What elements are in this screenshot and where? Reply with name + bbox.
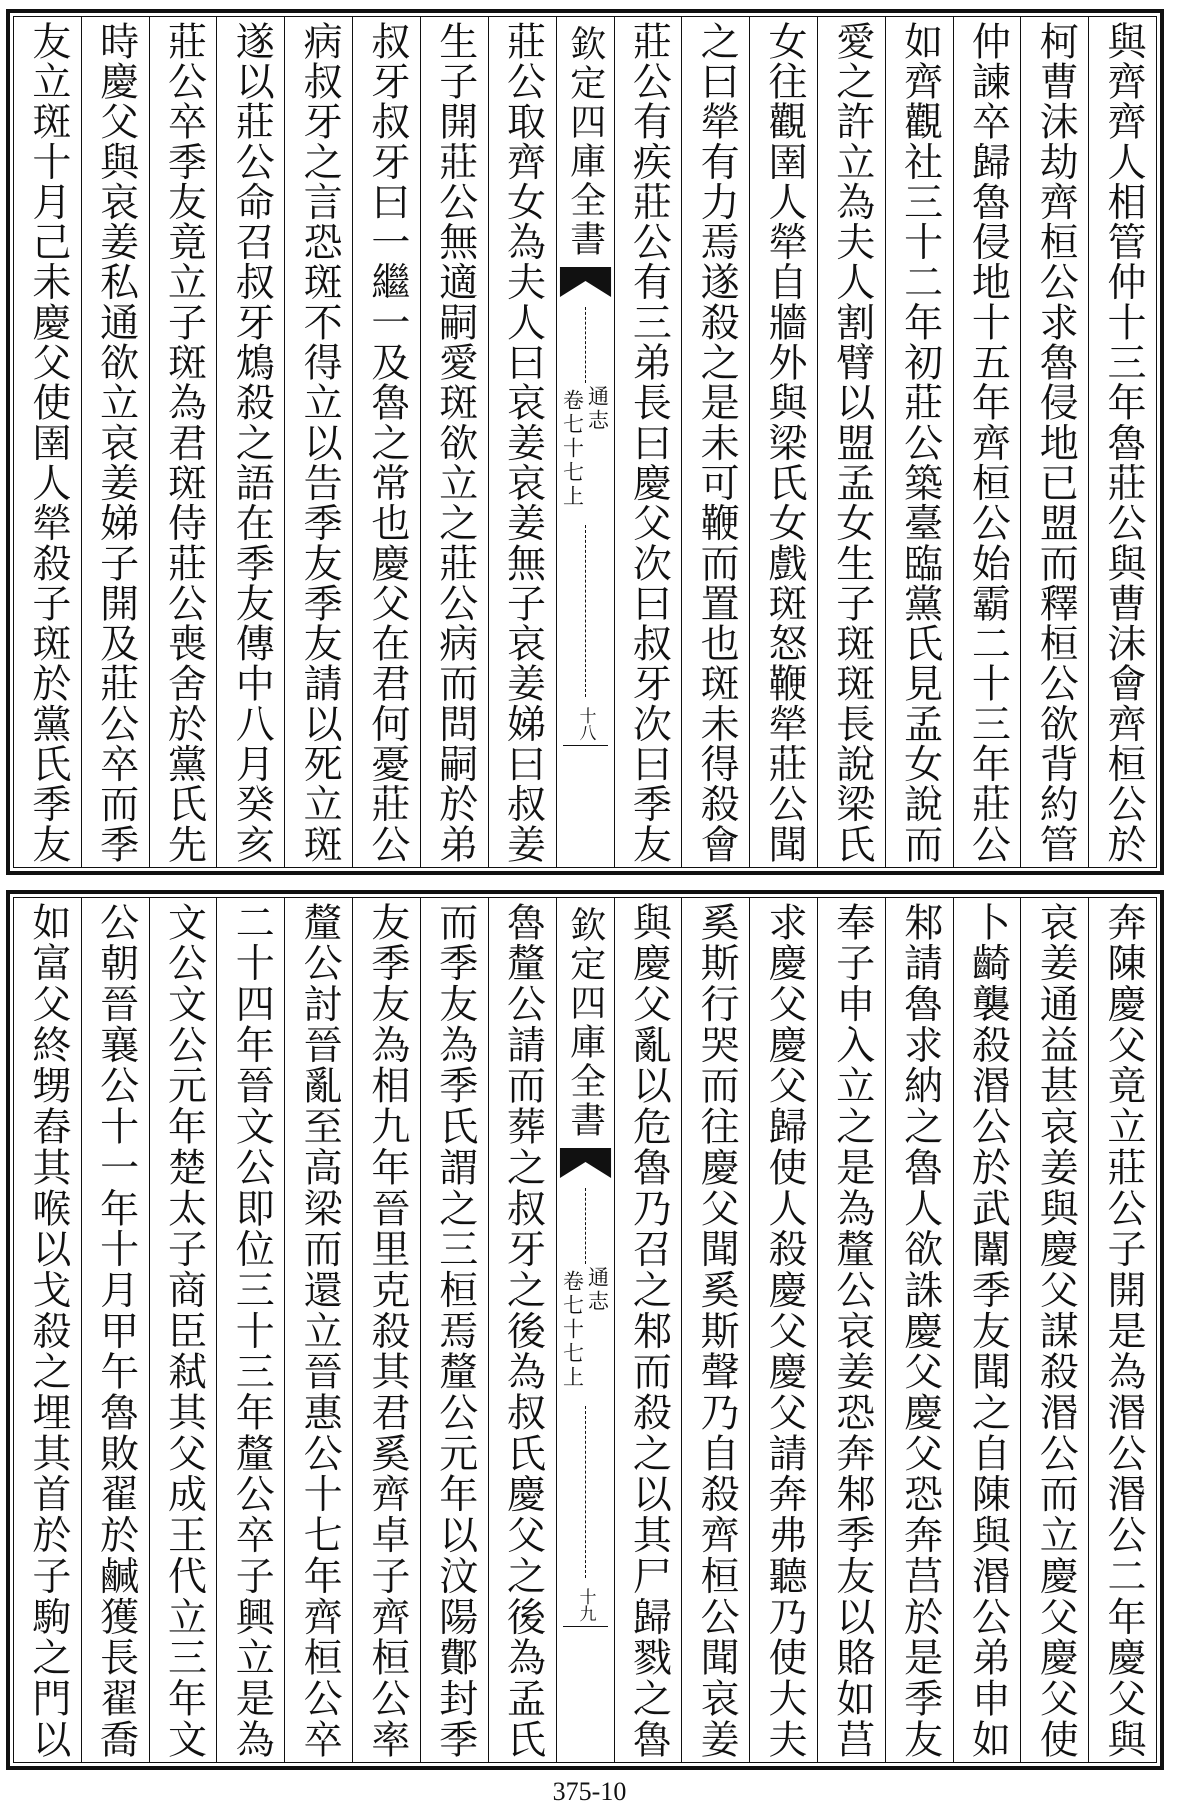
- column-text: 友季友為相九年晉里克殺其君奚齊卓子齊桓公率: [364, 902, 410, 1758]
- work-title: 通志: [585, 1266, 610, 1314]
- text-column: [14, 898, 81, 1762]
- column-text: 奚斯行哭而往慶父聞奚斯聲乃自殺齊桓公聞哀姜: [694, 902, 740, 1758]
- fold-line-dashed: [585, 1188, 586, 1264]
- column-text: 釐公討晉亂至高梁而還立晉惠公十七年齊桓公卒: [297, 902, 343, 1758]
- text-column: [216, 898, 284, 1762]
- page-frame: [13, 16, 1157, 868]
- text-column: [1020, 17, 1088, 867]
- fold-line-dashed: [585, 525, 586, 697]
- text-column: [614, 17, 682, 867]
- book-title: 欽定四庫全書: [564, 906, 606, 1140]
- column-text: 文公文公元年楚太子商臣弒其父成王代立三年文: [161, 902, 207, 1758]
- text-column: [488, 17, 556, 867]
- text-column: [749, 898, 817, 1762]
- column-text: 病叔牙之言恐斑不得立以告季友季友請以死立斑: [297, 21, 343, 863]
- column-text: 而季友為季氏謂之三桓焉釐公元年以汶陽鄪封季: [432, 902, 478, 1758]
- column-text: 如富父終甥舂其喉以戈殺之埋其首於子駒之門以: [25, 902, 71, 1758]
- volume-number: 卷七十七上: [560, 1270, 585, 1390]
- column-text: 之曰犖有力焉遂殺之是未可鞭而置也斑未得殺會: [694, 21, 740, 863]
- text-column: [681, 17, 749, 867]
- text-column: [681, 898, 749, 1762]
- column-text: 魯釐公請而葬之叔牙之後為叔氏慶父之後為孟氏: [500, 902, 546, 1758]
- column-text: 哀姜通益甚哀姜與慶父謀殺湣公而立慶父慶父使: [1033, 902, 1079, 1758]
- column-text: 莊公取齊女為夫人曰哀姜哀姜無子哀姜娣曰叔姜: [500, 21, 546, 863]
- page-number: 十九: [575, 1588, 596, 1622]
- column-text: 友立斑十月己未慶父使圉人犖殺子斑於黨氏季友: [25, 21, 71, 863]
- text-column: [14, 17, 81, 867]
- text-column: [953, 898, 1021, 1762]
- column-text: 仲諫卒歸魯侵地十五年齊桓公始霸二十三年莊公: [965, 21, 1011, 863]
- text-column: [284, 17, 352, 867]
- text-column: [216, 17, 284, 867]
- volume-label: [557, 1266, 614, 1390]
- column-text: 柯曹沫劫齊桓公求魯侵地已盟而釋桓公欲背約管: [1033, 21, 1079, 863]
- column-text: 時慶父與哀姜私通欲立哀姜娣子開及莊公卒而季: [93, 21, 139, 863]
- column-text: 奉子申入立之是為釐公哀姜恐奔邾季友以賂如莒: [829, 902, 875, 1758]
- column-text: 莊公有疾莊公有三弟長曰慶父次曰叔牙次曰季友: [626, 21, 672, 863]
- text-column: [149, 17, 217, 867]
- volume-label: [557, 385, 614, 509]
- text-column: [614, 898, 682, 1762]
- column-text: 求慶父慶父歸使人殺慶父慶父請奔弗聽乃使大夫: [761, 902, 807, 1758]
- column-text: 與齊齊人相管仲十三年魯莊公與曹沫會齊桓公於: [1101, 21, 1147, 863]
- text-column: [953, 17, 1021, 867]
- text-column: [81, 898, 149, 1762]
- work-title: 通志: [585, 385, 610, 433]
- column-text: 二十四年晉文公即位三十三年釐公卒子興立是為: [229, 902, 275, 1758]
- column-text: 邾請魯求納之魯人欲誅慶父慶父恐奔莒於是季友: [897, 902, 943, 1758]
- page-number-rule: [563, 1626, 608, 1627]
- text-column: [420, 17, 488, 867]
- text-column: [1088, 17, 1156, 867]
- column-text: 與慶父亂以危魯乃召之邾而殺之以其尸歸戮之魯: [626, 902, 672, 1758]
- book-title: 欽定四庫全書: [564, 25, 606, 259]
- page-frame: [13, 897, 1157, 1763]
- text-column: [352, 898, 420, 1762]
- text-column: [885, 17, 953, 867]
- column-text: 莊公卒季友竟立子斑為君斑侍莊公喪舍於黨氏先: [161, 21, 207, 863]
- column-text: 遂以莊公命召叔牙鴆殺之語在季友傳中八月癸亥: [229, 21, 275, 863]
- fold-line-dashed: [585, 1406, 586, 1578]
- column-text: 叔牙叔牙曰一繼一及魯之常也慶父在君何憂莊公: [364, 21, 410, 863]
- page-number-rule: [563, 745, 608, 746]
- fishtail-ornament: [557, 1148, 614, 1182]
- text-column: [81, 17, 149, 867]
- text-column: [749, 17, 817, 867]
- page-number: 十八: [575, 707, 596, 741]
- text-column: [885, 898, 953, 1762]
- column-text: 生子開莊公無適嗣愛斑欲立之莊公病而問嗣於弟: [432, 21, 478, 863]
- text-column: [817, 898, 885, 1762]
- center-fold-column: [556, 17, 614, 867]
- column-text: 卜齮襲殺湣公於武闈季友聞之自陳與湣公弟申如: [965, 902, 1011, 1758]
- text-column: [1088, 898, 1156, 1762]
- column-text: 女往觀圉人犖自牆外與梁氏女戲斑怒鞭犖莊公聞: [761, 21, 807, 863]
- column-text: 公朝晉襄公十一年十月甲午魯敗翟於鹹獲長翟喬: [93, 902, 139, 1758]
- column-text: 愛之許立為夫人割臂以盟孟女生子斑斑長說梁氏: [829, 21, 875, 863]
- column-text: 如齊觀社三十二年初莊公築臺臨黨氏見孟女說而: [897, 21, 943, 863]
- text-column: [352, 17, 420, 867]
- scan-page-code: 375-10: [552, 1777, 627, 1806]
- volume-number: 卷七十七上: [560, 389, 585, 509]
- text-column: [1020, 898, 1088, 1762]
- center-fold-column: [556, 898, 614, 1762]
- fishtail-ornament: [557, 267, 614, 301]
- text-column: [817, 17, 885, 867]
- page-panel-19: [6, 890, 1164, 1770]
- page-panel-18: [6, 9, 1164, 875]
- text-column: [420, 898, 488, 1762]
- text-column: [488, 898, 556, 1762]
- text-column: [284, 898, 352, 1762]
- fold-line-dashed: [585, 307, 586, 383]
- text-column: [149, 898, 217, 1762]
- column-text: 奔陳慶父竟立莊公子開是為湣公湣公二年慶父與: [1101, 902, 1147, 1758]
